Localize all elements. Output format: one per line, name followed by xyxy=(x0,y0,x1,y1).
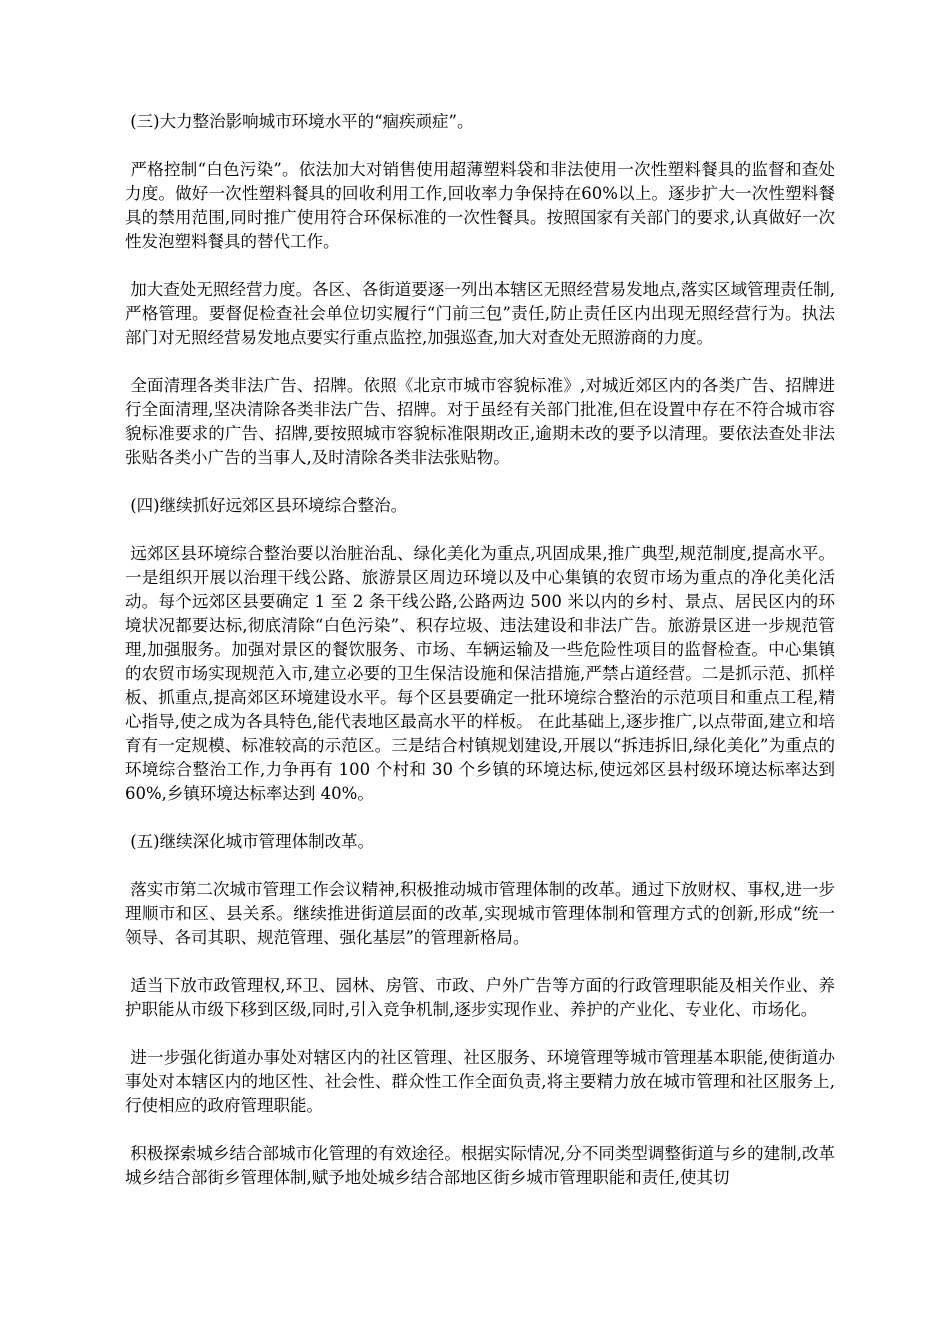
document-body xyxy=(125,110,841,1214)
paragraph-street-offices: 进一步强化街道办事处对辖区内的社区管理、社区服务、环境管理等城市管理基本职能,使街道办事处对本辖区内的地区性、社会性、群众性工作全面负责,将主要精力放在城市管理和社区服务上,行使相应的政府管理职能。 xyxy=(125,1048,835,1115)
paragraph-white-pollution: 严格控制“白色污染”。依法加大对销售使用超薄塑料袋和非法使用一次性塑料餐具的监督和查处力度。做好一次性塑料餐具的回收利用工作,回收率力争保持在60%以上。逐步扩大一次性塑料餐具的禁用范围,同时推广使用符合环保标准的一次性餐具。按照国家有关部门的要求,认真做好一次性发泡塑料餐具的替代工作。 xyxy=(125,160,835,251)
paragraph-illegal-ads: 全面清理各类非法广告、招牌。依照《北京市城市容貌标准》,对城近郊区内的各类广告、招牌进行全面清理,坚决清除各类非法广告、招牌。对于虽经有关部门批准,但在设置中存在不符合城市容貌标准要求的广告、招牌,要按照城市容貌标准限期改正,逾期未改的要予以清理。要依法查处非法张贴各类小广告的当事人,及时清除各类非法张贴物。 xyxy=(125,376,835,467)
paragraph-management-reform: 落实市第二次城市管理工作会议精神,积极推动城市管理体制的改革。通过下放财权、事权,进一步理顺市和区、县关系。继续推进街道层面的改革,实现城市管理体制和管理方式的创新,形成“统一领导、各司其职、规范管理、强化基层”的管理新格局。 xyxy=(125,880,835,947)
paragraph-suburban-rectification: 远郊区县环境综合整治要以治脏治乱、绿化美化为重点,巩固成果,推广典型,规范制度,提高水平。一是组织开展以治理干线公路、旅游景区周边环境以及中心集镇的农贸市场为重点的净化美化活动。每个远郊区县要确定 1 至 2 条干线公路,公路两边 500 米以内的乡村、景点、居民区内的环境状况都要达标,彻底清除“白色污染”、积存垃圾、违法建设和非法广告。旅游景区进一步规范管理,加强服务。加强对景区的餐饮服务、市场、车辆运输及一些危险性项目的监督检查。中心集镇的农贸市场实现规范入市,建立必要的卫生保洁设施和保洁措施,严禁占道经营。二是抓示范、抓样板、抓重点,提高郊区环境建设水平。每个区县要确定一批环境综合整治的示范项目和重点工程,精心指导,使之成为各具特色,能代表地区最高水平的样板。 在此基础上,逐步推广,以点带面,建立和培育有一定规模、标准较高的示范区。三是结合村镇规划建设,开展以“拆违拆旧,绿化美化”为重点的环境综合整治工作,力争再有 100 个村和 30 个乡镇的环境达标,使远郊区县村级环境达标率达到 60%,乡镇环境达标率达到 40%。 xyxy=(125,544,841,803)
section-heading-3: (三)大力整治影响城市环境水平的“痼疾顽症”。 xyxy=(125,112,474,131)
section-heading-5: (五)继续深化城市管理体制改革。 xyxy=(125,832,375,851)
paragraph-delegation: 适当下放市政管理权,环卫、园林、房管、市政、户外广告等方面的行政管理职能及相关作业、养护职能从市级下移到区级,同时,引入竞争机制,逐步实现作业、养护的产业化、专业化、市场化。 xyxy=(125,976,835,1019)
section-heading-4: (四)继续抓好远郊区县环境综合整治。 xyxy=(125,496,408,515)
paragraph-urban-rural-fringe: 积极探索城乡结合部城市化管理的有效途径。根据实际情况,分不同类型调整街道与乡的建制,改革城乡结合部街乡管理体制,赋予地处城乡结合部地区街乡城市管理职能和责任,使其切 xyxy=(125,1144,835,1187)
paragraph-unlicensed-business: 加大查处无照经营力度。各区、各街道要逐一列出本辖区无照经营易发地点,落实区域管理责任制,严格管理。要督促检查社会单位切实履行“门前三包”责任,防止责任区内出现无照经营行为。执法部门对无照经营易发地点要实行重点监控,加强巡查,加大对查处无照游商的力度。 xyxy=(125,280,835,347)
